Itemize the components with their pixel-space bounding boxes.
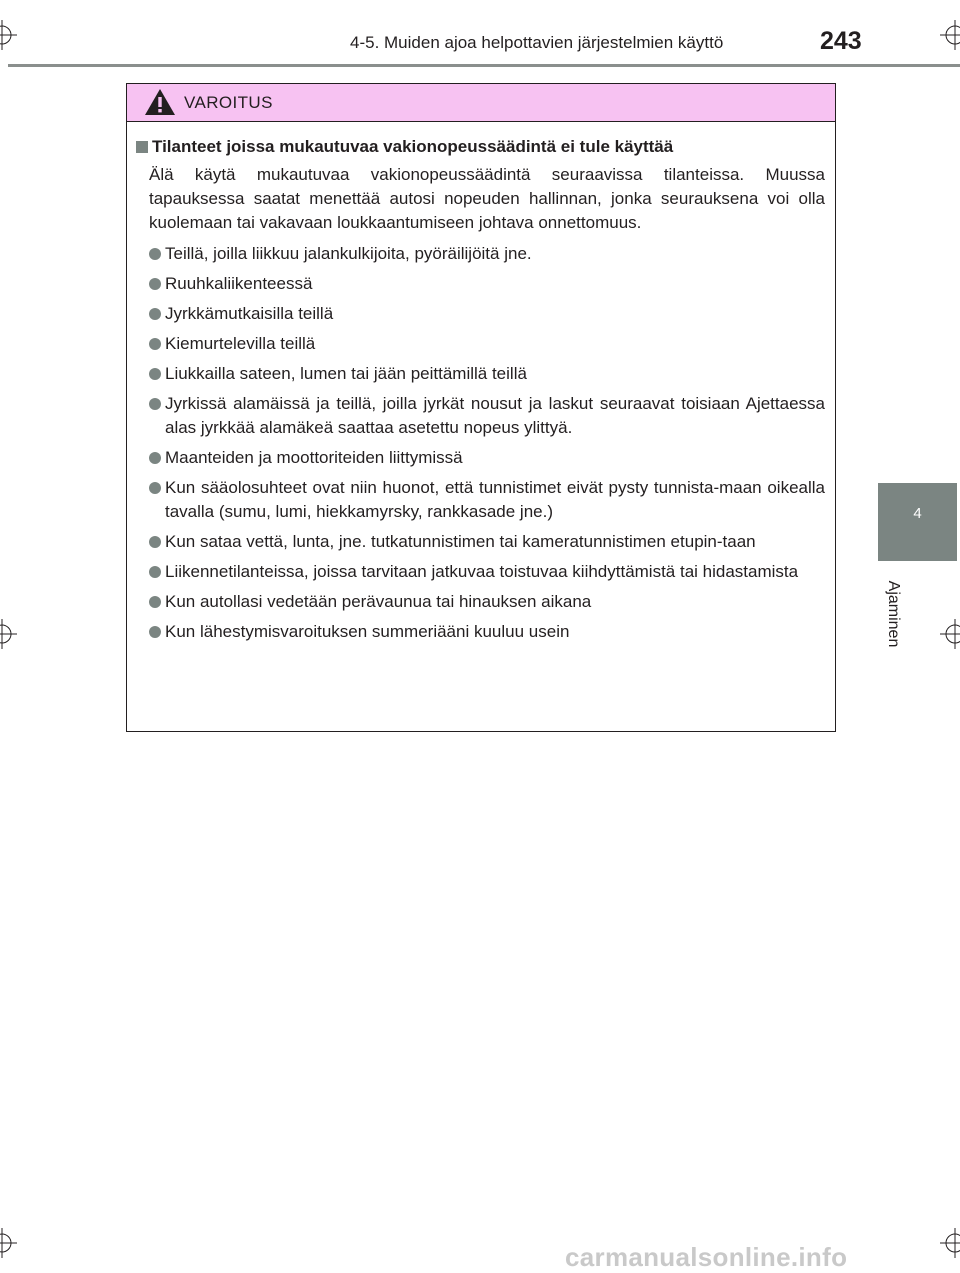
list-item [149, 476, 825, 524]
bullet-dot-icon [149, 398, 161, 410]
list-item [149, 560, 825, 584]
list-item-text: Teillä, joilla liikkuu jalankulkijoita, pyöräilijöitä jne. [165, 244, 532, 263]
registration-mark-middle-left [0, 619, 17, 649]
registration-mark-top-left [0, 20, 17, 50]
registration-mark-bottom-left [0, 1228, 17, 1258]
warning-subheading [136, 135, 825, 159]
warning-box [126, 83, 836, 732]
chapter-number: 4 [913, 505, 922, 522]
bullet-dot-icon [149, 566, 161, 578]
list-item-text: Ruuhkaliikenteessä [165, 274, 313, 293]
bullet-dot-icon [149, 338, 161, 350]
list-item-text: Kun lähestymisvaroituksen summeriääni kuuluu usein [165, 622, 570, 641]
warning-intro: Älä käytä mukautuvaa vakionopeussäädintä seuraavissa tilanteissa. Muussa tapauksessa saatat menettää autosi nopeuden hallinnan, jonka seurauksena voi olla kuolemaan tai vakavaan loukkaantumiseen johtava onnettomuus. [149, 165, 825, 232]
list-item-text: Liikennetilanteissa, joissa tarvitaan jatkuvaa toistuvaa kiihdyttämistä tai hidastamista [165, 562, 799, 581]
list-item [149, 446, 825, 470]
bullet-dot-icon [149, 482, 161, 494]
list-item-text: Jyrkissä alamäissä ja teillä, joilla jyrkät nousut ja laskut seuraavat toisiaan Ajettaessa alas jyrkkää alamäkeä saattaa asetettu nopeus ylittyä. [165, 394, 825, 437]
registration-mark-top-right [940, 20, 960, 50]
warning-header [127, 84, 835, 122]
registration-mark-bottom-right [940, 1228, 960, 1258]
bullet-dot-icon [149, 308, 161, 320]
bullet-dot-icon [149, 368, 161, 380]
bullet-dot-icon [149, 536, 161, 548]
list-item-text: Kun sääolosuhteet ovat niin huonot, että tunnistimet eivät pysty tunnista-maan oikealla tavalla (sumu, lumi, hiekkamyrsky, rankkasade jne.) [165, 478, 825, 521]
list-item-text: Liukkailla sateen, lumen tai jään peittämillä teillä [165, 364, 527, 383]
header-divider [8, 64, 960, 67]
list-item-text: Jyrkkämutkaisilla teillä [165, 304, 334, 323]
list-item [149, 362, 825, 386]
bullet-dot-icon [149, 596, 161, 608]
section-title: 4-5. Muiden ajoa helpottavien järjestelmien käyttö [350, 33, 724, 52]
list-item [149, 392, 825, 440]
list-item [149, 242, 825, 266]
warning-title: VAROITUS [184, 93, 273, 112]
list-item-text: Kun autollasi vedetään perävaunua tai hinauksen aikana [165, 592, 592, 611]
registration-mark-middle-right [940, 619, 960, 649]
warning-list [149, 242, 825, 644]
chapter-label [880, 572, 906, 656]
chapter-tab [878, 483, 957, 561]
watermark: carmanualsonline.info [565, 1242, 848, 1272]
bullet-dot-icon [149, 626, 161, 638]
list-item [149, 530, 825, 554]
list-item [149, 272, 825, 296]
list-item-text: Maanteiden ja moottoriteiden liittymissä [165, 448, 463, 467]
page-number: 243 [820, 27, 862, 55]
warning-triangle-icon [143, 87, 177, 117]
list-item [149, 302, 825, 326]
warning-body [127, 122, 835, 644]
bullet-dot-icon [149, 452, 161, 464]
chapter-label-text: Ajaminen [885, 580, 902, 648]
bullet-dot-icon [149, 278, 161, 290]
list-item [149, 620, 825, 644]
square-bullet-icon [136, 141, 148, 153]
list-item-text: Kun sataa vettä, lunta, jne. tutkatunnistimen tai kameratunnistimen etupin-taan [165, 532, 756, 551]
warning-subheading-text: Tilanteet joissa mukautuvaa vakionopeussäädintä ei tule käyttää [152, 137, 674, 156]
list-item [149, 332, 825, 356]
list-item [149, 590, 825, 614]
bullet-dot-icon [149, 248, 161, 260]
list-item-text: Kiemurtelevilla teillä [165, 334, 316, 353]
